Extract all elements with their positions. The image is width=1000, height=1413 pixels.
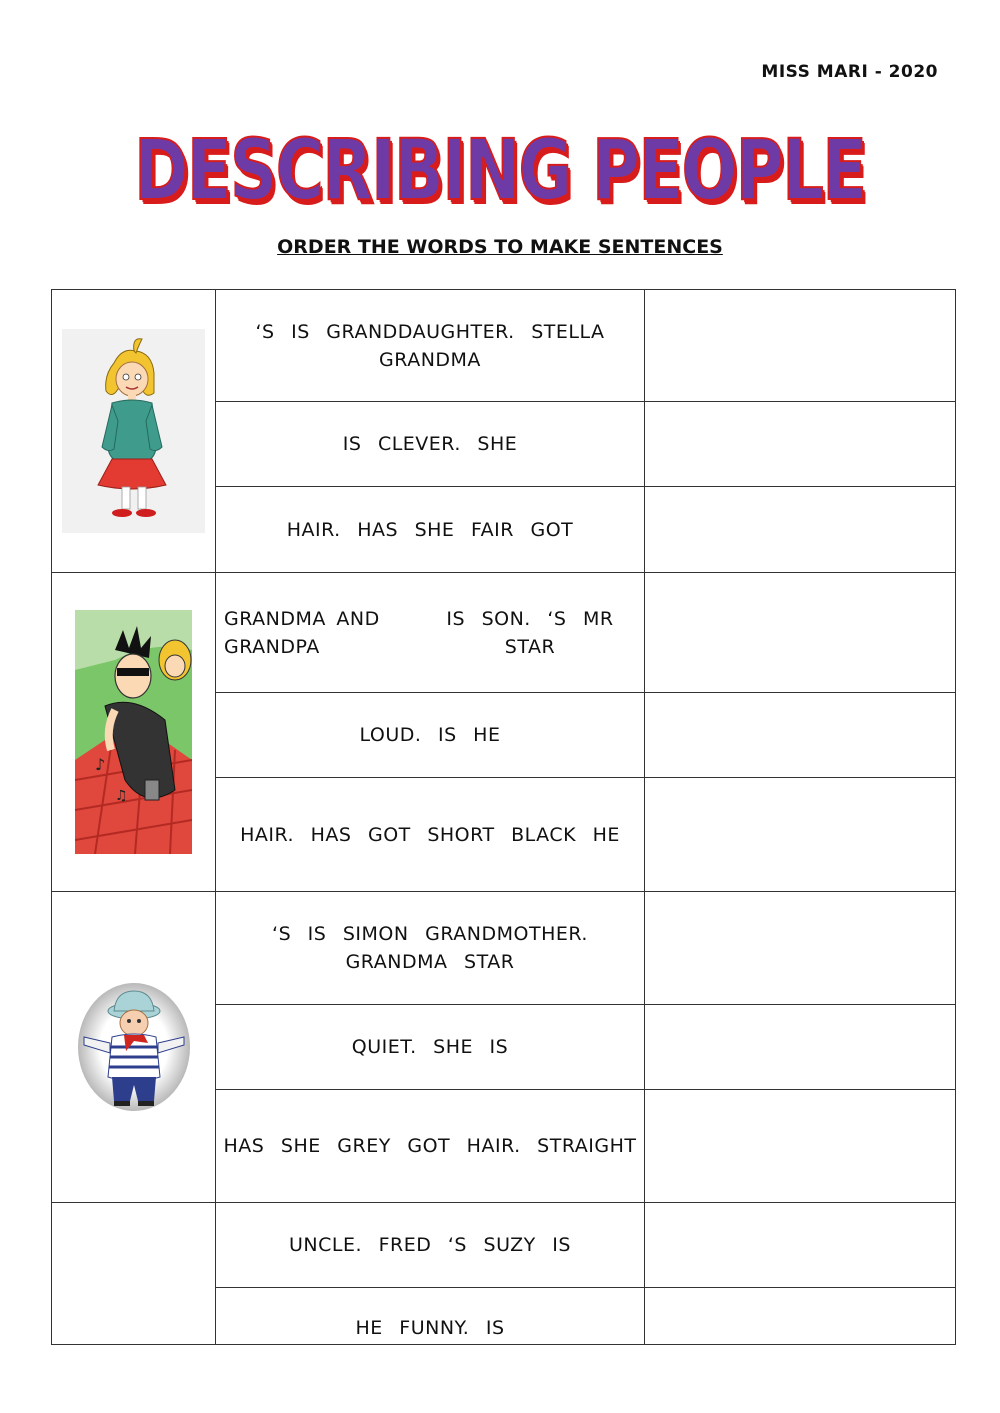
- table-row: [52, 892, 956, 1005]
- word-scramble-cell: HAIR. HAS GOT SHORT BLACK HE: [216, 778, 645, 892]
- answer-cell[interactable]: [645, 1005, 956, 1090]
- girl-illustration: [62, 329, 205, 533]
- table-row: [52, 290, 956, 402]
- instructions: ORDER THE WORDS TO MAKE SENTENCES: [277, 236, 723, 258]
- answer-cell[interactable]: [645, 573, 956, 693]
- word-scramble-cell: LOUD. IS HE: [216, 693, 645, 778]
- word-scramble-cell: ‘S IS GRANDDAUGHTER. STELLA GRANDMA: [216, 290, 645, 402]
- grandma-illustration: [76, 981, 192, 1113]
- answer-cell[interactable]: [645, 892, 956, 1005]
- answer-cell[interactable]: [645, 290, 956, 402]
- picture-cell: [52, 290, 216, 573]
- word-scramble-cell: UNCLE. FRED ‘S SUZY IS: [216, 1203, 645, 1288]
- picture-cell: [52, 1203, 216, 1345]
- title-banner: [0, 118, 1000, 228]
- worksheet-title: DESCRIBING PEOPLE: [134, 121, 866, 219]
- word-scramble-cell: ‘S IS SIMON GRANDMOTHER. GRANDMA STAR: [216, 892, 645, 1005]
- picture-cell: [52, 892, 216, 1203]
- picture-cell: [52, 573, 216, 892]
- svg-text:♪: ♪: [95, 755, 106, 774]
- answer-cell[interactable]: [645, 402, 956, 487]
- svg-text:♫: ♫: [115, 788, 128, 804]
- boy-picnic-illustration: [75, 610, 192, 854]
- answer-cell[interactable]: [645, 693, 956, 778]
- word-scramble-cell: [216, 573, 645, 693]
- answer-cell[interactable]: [645, 1090, 956, 1203]
- answer-cell[interactable]: [645, 1203, 956, 1288]
- author-credit: MISS MARI - 2020: [761, 62, 938, 82]
- table-row: [52, 573, 956, 693]
- word-group-right: IS SON. ‘S MR STAR: [446, 607, 614, 658]
- word-scramble-cell: QUIET. SHE IS: [216, 1005, 645, 1090]
- answer-cell[interactable]: [645, 1288, 956, 1345]
- answer-cell[interactable]: [645, 778, 956, 892]
- answer-cell[interactable]: [645, 487, 956, 573]
- word-scramble-cell: HAIR. HAS SHE FAIR GOT: [216, 487, 645, 573]
- word-scramble-cell: HE FUNNY. IS: [216, 1288, 645, 1345]
- exercise-table: [51, 289, 956, 1345]
- word-group-left: GRANDMA AND GRANDPA: [224, 607, 380, 658]
- table-row: [52, 1203, 956, 1288]
- word-scramble-cell: HAS SHE GREY GOT HAIR. STRAIGHT: [216, 1090, 645, 1203]
- word-scramble-cell: IS CLEVER. SHE: [216, 402, 645, 487]
